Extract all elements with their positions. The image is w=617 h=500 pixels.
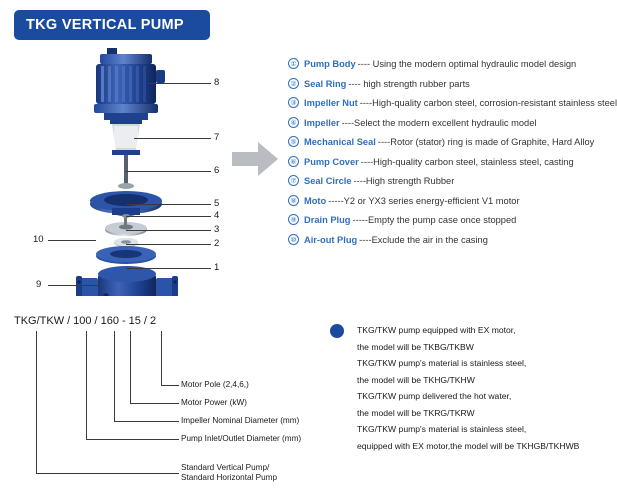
tick-line-power [130, 403, 179, 404]
leader-line-7 [134, 138, 211, 139]
leader-line-3 [126, 230, 211, 231]
arrow-head [258, 142, 278, 176]
tick-line-inlet [86, 439, 179, 440]
leader-line-8 [148, 83, 211, 84]
list-item [288, 214, 613, 226]
drop-line-type [36, 331, 37, 473]
legend-index: ③ [288, 97, 299, 108]
model-field-impeller: 15 [128, 315, 141, 327]
note-line: the model will be TKHG/TKHW [357, 374, 475, 385]
model-sep-4: / [143, 315, 147, 327]
callout-2: 2 [214, 238, 220, 249]
model-code-breakdown [14, 315, 314, 490]
list-item [288, 156, 613, 168]
callout-5: 5 [214, 198, 220, 209]
callout-3: 3 [214, 224, 220, 235]
list-item [288, 78, 613, 90]
legend-desc: ----High-quality carbon steel, stainless steel, casting [360, 156, 574, 167]
tick-line-type [36, 473, 179, 474]
note-line: the model will be TKBG/TKBW [357, 341, 474, 352]
legend-index: ⑥ [288, 156, 299, 167]
legend-name: Pump Cover [304, 156, 359, 167]
legend-name: Impeller [304, 117, 340, 128]
legend-desc: ----Rotor (stator) ring is made of Graphite, Hard Alloy [377, 137, 595, 147]
model-variant-notes [330, 322, 615, 454]
list-item [288, 234, 613, 246]
arrow-shaft [232, 152, 260, 166]
component-legend-list [288, 58, 617, 253]
callout-1: 1 [214, 262, 220, 273]
callout-7: 7 [214, 132, 220, 143]
legend-name: Seal Ring [304, 78, 347, 89]
legend-index: ⑤ [288, 136, 299, 147]
model-prefix: TKG/TKW [14, 315, 65, 327]
legend-desc: ----High strength Rubber [353, 176, 455, 186]
legend-desc: ---- Using the modern optimal hydraulic model design [357, 59, 577, 69]
note-line: TKG/TKW pump's material is stainless steel, [357, 358, 527, 368]
legend-index: ④ [288, 117, 299, 128]
note-line: TKG/TKW pump's material is stainless steel, [357, 424, 527, 434]
legend-desc: -----Y2 or YX3 series energy-efficient V1 motor [328, 195, 520, 206]
legend-name: Moto [304, 195, 327, 206]
legend-name: Mechanical Seal [304, 137, 376, 147]
callout-9: 9 [36, 279, 42, 290]
legend-name: Air-out Plug [304, 234, 358, 245]
drop-line-inlet [86, 331, 87, 439]
model-code-line [14, 315, 159, 327]
model-label-pole: Motor Pole (2,4,6,) [181, 380, 249, 389]
legend-name: Drain Plug [304, 215, 351, 225]
model-label-power: Motor Power (kW) [181, 398, 247, 407]
list-item [288, 97, 617, 109]
list-item [288, 175, 613, 187]
list-item [288, 195, 613, 207]
legend-name: Impeller Nut [304, 98, 358, 108]
leader-line-2 [126, 244, 211, 245]
callout-8: 8 [214, 77, 220, 88]
note-line: the model will be TKRG/TKRW [357, 407, 475, 418]
drop-line-impeller [114, 331, 115, 421]
list-item [288, 136, 613, 148]
model-sep-1: / [67, 315, 71, 327]
leader-line-4 [126, 216, 211, 217]
drop-line-pole [161, 331, 162, 385]
legend-desc: ----Select the modern excellent hydraulic model [341, 117, 537, 128]
note-line-bold: equipped with EX motor,the model will be TKHGB/TKHWB [357, 440, 580, 451]
legend-index: ⑦ [288, 175, 299, 186]
legend-index: ② [288, 78, 299, 89]
note-line: TKG/TKW pump delivered the hot water, [357, 391, 512, 401]
legend-desc: -----Empty the pump case once stopped [352, 215, 517, 225]
model-label-type-1: Standard Vertical Pump/ [181, 463, 270, 472]
page-title: TKG VERTICAL PUMP [14, 10, 210, 40]
model-label-inlet: Pump Inlet/Outlet Diameter (mm) [181, 434, 302, 443]
legend-index: ⑩ [288, 234, 299, 245]
legend-index: ⑧ [288, 195, 299, 206]
drop-line-power [130, 331, 131, 403]
legend-desc: ---- high strength rubber parts [348, 78, 470, 89]
model-field-pole: 2 [149, 315, 157, 327]
tick-line-impeller [114, 421, 179, 422]
list-item [288, 58, 613, 70]
model-field-power: 100 [73, 315, 92, 327]
list-item [288, 117, 613, 129]
model-field-diameter: 160 [100, 315, 119, 327]
leader-line-9 [48, 285, 100, 286]
model-label-type-2: Standard Horizontal Pump [181, 473, 278, 482]
bullet-dot-icon [330, 324, 344, 338]
callout-4: 4 [214, 210, 220, 221]
legend-name: Seal Circle [304, 176, 352, 186]
legend-index: ① [288, 58, 299, 69]
model-sep-2: / [94, 315, 98, 327]
callout-6: 6 [214, 165, 220, 176]
right-arrow-icon [232, 142, 278, 176]
note-line: TKG/TKW pump equipped with EX motor, [357, 325, 516, 335]
leader-line-10 [48, 240, 96, 241]
note-lines [357, 322, 615, 454]
legend-index: ⑨ [288, 214, 299, 225]
leader-line-1 [126, 268, 211, 269]
model-sep-3: - [121, 315, 126, 327]
tick-line-pole [161, 385, 179, 386]
leader-line-5 [126, 204, 211, 205]
legend-desc: ----High-quality carbon steel, corrosion-resistant stainless steel [359, 98, 617, 108]
leader-line-6 [126, 171, 211, 172]
legend-name: Pump Body [304, 59, 356, 69]
model-label-impeller: Impeller Nominal Diameter (mm) [181, 416, 300, 425]
callout-10: 10 [33, 234, 44, 245]
legend-desc: ----Exclude the air in the casing [359, 234, 488, 245]
